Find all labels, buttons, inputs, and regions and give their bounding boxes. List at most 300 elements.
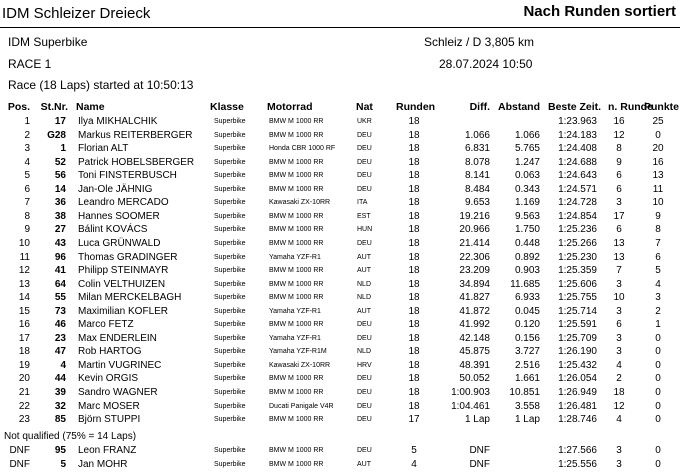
cell-laps: 18 <box>408 305 420 317</box>
cell-best-time: 1:25.432 <box>558 359 597 371</box>
cell-points: 11 <box>652 183 664 195</box>
cell-pos: 11 <box>19 251 30 263</box>
cell-points: 25 <box>652 116 664 127</box>
cell-gap: 6.933 <box>514 292 540 304</box>
race-date: 28.07.2024 10:50 <box>439 57 533 71</box>
cell-best-lap: 16 <box>613 116 625 127</box>
cell-best-lap: 6 <box>616 224 622 236</box>
col-best-time: Beste Zeit. <box>548 101 602 113</box>
cell-best-time: 1:25.556 <box>558 458 597 470</box>
table-row <box>0 359 680 373</box>
cell-gap: 0.343 <box>514 183 540 195</box>
cell-diff: 1:00.903 <box>451 387 490 398</box>
cell-diff: 1:04.461 <box>451 400 490 412</box>
cell-start-number: 52 <box>54 156 66 168</box>
cell-best-lap: 6 <box>616 170 622 182</box>
cell-rider-name: Martin VUGRINEC <box>78 359 162 371</box>
cell-bike: BMW M 1000 RR <box>269 267 324 275</box>
table-row <box>0 223 680 237</box>
cell-nation: UKR <box>357 118 372 125</box>
cell-start-number: 36 <box>54 197 66 209</box>
cell-rider-name: Patrick HOBELSBERGER <box>78 156 195 168</box>
cell-nation: DEU <box>357 131 372 139</box>
event-title: IDM Schleizer Dreieck <box>2 5 151 22</box>
cell-gap: 0.063 <box>514 170 540 182</box>
cell-best-lap: 3 <box>616 197 622 209</box>
cell-class: Superbike <box>214 212 246 220</box>
cell-best-lap: 4 <box>616 414 622 426</box>
cell-bike: Yamaha YZF-R1 <box>269 334 321 342</box>
cell-class: Superbike <box>214 321 246 329</box>
cell-rider-name: Luca GRÜNWALD <box>78 237 161 249</box>
cell-laps: 18 <box>408 332 420 344</box>
cell-bike: Honda CBR 1000 RF <box>269 145 336 153</box>
cell-bike: BMW M 1000 RR <box>269 321 324 329</box>
cell-best-time: 1:28.746 <box>558 414 597 426</box>
cell-gap: 0.903 <box>514 265 540 277</box>
cell-pos: 7 <box>24 197 30 209</box>
cell-start-number: 39 <box>54 387 66 398</box>
cell-laps: 18 <box>408 400 420 412</box>
cell-rider-name: Jan MOHR <box>78 458 128 470</box>
cell-points: 4 <box>655 278 661 290</box>
cell-best-lap: 7 <box>616 265 622 277</box>
cell-class: Superbike <box>214 361 246 369</box>
cell-laps: 18 <box>408 319 420 331</box>
cell-pos: 17 <box>18 332 30 344</box>
cell-rider-name: Milan MERCKELBAGH <box>78 292 182 304</box>
cell-best-lap: 18 <box>613 387 625 398</box>
cell-start-number: 46 <box>54 319 66 331</box>
cell-diff: 19.216 <box>459 210 490 222</box>
cell-best-lap: 17 <box>613 210 625 222</box>
cell-pos: 5 <box>24 170 30 182</box>
cell-diff: 22.306 <box>459 251 490 263</box>
cell-diff: 41.992 <box>459 319 490 331</box>
cell-laps: 18 <box>408 292 420 304</box>
cell-nation: AUT <box>357 253 371 261</box>
cell-rider-name: Björn STUPPI <box>78 414 141 426</box>
cell-pos: 2 <box>24 129 30 141</box>
cell-bike: BMW M 1000 RR <box>269 158 324 166</box>
cell-pos: 1 <box>24 116 30 127</box>
cell-start-number: 55 <box>54 292 66 304</box>
cell-best-lap: 3 <box>616 445 622 456</box>
cell-start-number: 1 <box>60 143 66 155</box>
cell-class: Superbike <box>214 199 246 207</box>
cell-points: 0 <box>655 400 661 412</box>
col-bike: Motorrad <box>267 101 313 113</box>
cell-laps: 18 <box>408 237 420 249</box>
not-qualified-label: Not qualified (75% = 14 Laps) <box>4 431 137 442</box>
cell-bike: BMW M 1000 RR <box>269 212 324 220</box>
cell-bike: Yamaha YZF-R1 <box>269 253 321 261</box>
cell-gap: 0.448 <box>514 237 540 249</box>
cell-rider-name: Thomas GRADINGER <box>78 251 178 263</box>
cell-points: 7 <box>655 237 661 249</box>
cell-best-lap: 3 <box>616 346 622 358</box>
cell-nation: DEU <box>357 321 372 329</box>
cell-laps: 18 <box>408 129 420 141</box>
col-pos: Pos. <box>7 101 30 113</box>
cell-best-time: 1:24.688 <box>558 156 597 168</box>
cell-best-time: 1:26.481 <box>558 400 597 412</box>
cell-nation: NLD <box>357 280 372 288</box>
cell-diff: 50.052 <box>459 373 490 385</box>
cell-best-lap: 3 <box>616 458 622 470</box>
cell-points: 16 <box>652 156 664 168</box>
header-divider <box>0 27 680 28</box>
cell-best-time: 1:25.359 <box>558 265 597 277</box>
cell-pos: 4 <box>24 156 30 168</box>
cell-rider-name: Maximilian KOFLER <box>78 305 169 317</box>
cell-pos: DNF <box>9 445 30 456</box>
cell-points: 0 <box>655 387 661 398</box>
cell-pos: DNF <box>9 458 30 470</box>
table-row <box>0 156 680 170</box>
cell-diff: 1.066 <box>464 129 490 141</box>
cell-start-number: 4 <box>60 359 66 371</box>
table-row <box>0 345 680 359</box>
cell-points: 10 <box>652 197 664 209</box>
cell-nation: DEU <box>357 172 372 180</box>
cell-class: Superbike <box>214 145 246 153</box>
cell-pos: 13 <box>18 278 30 290</box>
cell-points: 2 <box>655 305 661 317</box>
cell-best-time: 1:26.949 <box>558 387 597 398</box>
cell-start-number: 14 <box>54 183 66 195</box>
cell-nation: NLD <box>357 348 372 356</box>
cell-laps: 18 <box>408 210 420 222</box>
cell-best-lap: 2 <box>616 373 622 385</box>
cell-rider-name: Toni FINSTERBUSCH <box>78 170 177 182</box>
cell-pos: 6 <box>24 183 30 195</box>
cell-class: Superbike <box>214 307 246 315</box>
cell-gap: 2.516 <box>514 359 540 371</box>
cell-laps: 18 <box>408 373 420 385</box>
cell-pos: 23 <box>18 414 30 426</box>
cell-gap: 5.765 <box>514 143 540 155</box>
table-row <box>0 278 680 292</box>
table-row <box>0 386 680 400</box>
cell-gap: 1.750 <box>514 224 540 236</box>
cell-best-time: 1:25.606 <box>558 278 597 290</box>
cell-class: Superbike <box>214 389 246 396</box>
cell-diff: 42.148 <box>459 332 490 344</box>
cell-best-lap: 12 <box>613 400 625 412</box>
cell-laps: 4 <box>411 458 417 470</box>
cell-rider-name: Markus REITERBERGER <box>78 129 193 141</box>
cell-pos: 21 <box>18 387 30 398</box>
cell-start-number: 38 <box>54 210 66 222</box>
cell-best-lap: 6 <box>616 183 622 195</box>
cell-rider-name: Jan-Ole JÄHNIG <box>78 183 153 195</box>
cell-gap: 1.247 <box>514 156 540 168</box>
cell-rider-name: Kevin ORGIS <box>78 373 139 385</box>
cell-points: 0 <box>655 445 661 456</box>
col-class: Klasse <box>210 101 244 113</box>
cell-bike: Kawasaki ZX-10RR <box>269 199 331 207</box>
table-row <box>0 372 680 386</box>
cell-pos: 14 <box>18 292 30 304</box>
cell-gap: 3.727 <box>514 346 540 358</box>
col-start-number: St.Nr. <box>40 101 68 113</box>
cell-best-lap: 10 <box>613 292 625 304</box>
cell-points: 0 <box>655 129 661 141</box>
cell-best-time: 1:25.236 <box>558 224 597 236</box>
cell-pos: 18 <box>18 346 30 358</box>
table-row <box>0 196 680 210</box>
cell-laps: 18 <box>408 346 420 358</box>
cell-pos: 10 <box>18 237 30 249</box>
cell-nation: DEU <box>357 447 372 454</box>
cell-start-number: 47 <box>54 346 66 358</box>
table-row <box>0 183 680 197</box>
cell-best-lap: 13 <box>613 251 625 263</box>
sort-mode-label: Nach Runden sortiert <box>523 3 676 20</box>
cell-points: 9 <box>655 210 661 222</box>
cell-bike: BMW M 1000 RR <box>269 118 324 125</box>
table-row <box>0 400 680 414</box>
cell-nation: HUN <box>357 226 373 234</box>
cell-diff: 8.141 <box>464 170 490 182</box>
cell-class: Superbike <box>214 172 246 180</box>
cell-nation: DEU <box>357 375 372 383</box>
cell-start-number: G28 <box>47 129 66 141</box>
cell-nation: EST <box>357 212 371 220</box>
cell-start-number: 44 <box>54 373 66 385</box>
cell-diff: 20.966 <box>459 224 490 236</box>
cell-nation: DEU <box>357 239 372 247</box>
cell-diff: 48.391 <box>459 359 490 371</box>
cell-best-time: 1:25.755 <box>558 292 597 304</box>
results-table-header <box>0 100 680 114</box>
cell-class: Superbike <box>214 267 246 275</box>
cell-nation: AUT <box>357 307 371 315</box>
cell-bike: BMW M 1000 RR <box>269 226 324 234</box>
cell-laps: 18 <box>408 197 420 209</box>
table-row <box>0 210 680 224</box>
cell-best-time: 1:26.190 <box>558 346 597 358</box>
cell-pos: 15 <box>18 305 30 317</box>
table-row <box>0 332 680 346</box>
cell-start-number: 43 <box>54 237 66 249</box>
cell-laps: 18 <box>408 359 420 371</box>
col-gap: Abstand <box>498 101 540 113</box>
cell-pos: 22 <box>18 400 30 412</box>
cell-diff: 8.484 <box>464 183 490 195</box>
cell-points: 0 <box>655 359 661 371</box>
cell-gap: 1 Lap <box>514 414 540 426</box>
cell-rider-name: Marco FETZ <box>78 319 134 331</box>
cell-points: 3 <box>655 292 661 304</box>
cell-best-lap: 12 <box>613 129 625 141</box>
cell-best-lap: 9 <box>616 156 622 168</box>
cell-rider-name: Sandro WAGNER <box>78 387 158 398</box>
cell-pos: 16 <box>18 319 30 331</box>
cell-diff: 41.872 <box>459 305 490 317</box>
cell-points: 1 <box>655 319 661 331</box>
cell-laps: 18 <box>408 143 420 155</box>
cell-nation: AUT <box>357 460 371 468</box>
cell-laps: 18 <box>408 183 420 195</box>
cell-best-time: 1:24.571 <box>558 183 597 195</box>
cell-best-lap: 3 <box>616 278 622 290</box>
cell-bike: Yamaha YZF-R1 <box>269 307 321 315</box>
cell-diff: 23.209 <box>459 265 490 277</box>
cell-best-time: 1:24.183 <box>558 129 597 141</box>
cell-bike: BMW M 1000 RR <box>269 460 324 468</box>
cell-gap: 0.156 <box>514 332 540 344</box>
cell-gap: 0.892 <box>514 251 540 263</box>
cell-best-lap: 4 <box>616 359 622 371</box>
col-best-lap: n. Runde <box>608 101 653 113</box>
cell-nation: DEU <box>357 402 372 410</box>
cell-class: Superbike <box>214 239 246 247</box>
table-row <box>0 264 680 278</box>
cell-nation: DEU <box>357 145 372 153</box>
cell-gap: 1.169 <box>514 197 540 209</box>
cell-start-number: 73 <box>54 305 66 317</box>
cell-best-time: 1:23.963 <box>558 116 597 127</box>
col-laps: Runden <box>396 101 436 113</box>
cell-class: Superbike <box>214 280 246 288</box>
cell-bike: Yamaha YZF-R1M <box>269 348 327 356</box>
cell-diff: 9.653 <box>464 197 490 209</box>
cell-class: Superbike <box>214 118 246 125</box>
table-row <box>0 305 680 319</box>
table-row <box>0 318 680 332</box>
table-row <box>0 169 680 183</box>
report-header <box>0 0 680 28</box>
cell-pos: 20 <box>18 373 30 385</box>
cell-laps: 18 <box>408 265 420 277</box>
table-row <box>0 458 680 472</box>
cell-pos: 19 <box>18 359 30 371</box>
cell-gap: 3.558 <box>514 400 540 412</box>
cell-gap: 0.045 <box>514 305 540 317</box>
cell-best-lap: 13 <box>613 237 625 249</box>
cell-start-number: 95 <box>54 445 66 456</box>
cell-pos: 9 <box>24 224 30 236</box>
cell-best-time: 1:27.566 <box>558 445 597 456</box>
cell-rider-name: Leandro MERCADO <box>78 197 169 209</box>
cell-class: Superbike <box>214 402 246 410</box>
cell-laps: 5 <box>411 445 417 456</box>
race-start-info: Race (18 Laps) started at 10:50:13 <box>8 78 194 92</box>
cell-best-time: 1:25.714 <box>558 305 597 317</box>
cell-diff: 45.875 <box>459 346 490 358</box>
cell-class: Superbike <box>214 294 246 302</box>
cell-class: Superbike <box>214 460 246 468</box>
col-points: Punkte <box>644 101 680 113</box>
cell-best-lap: 3 <box>616 305 622 317</box>
cell-start-number: 85 <box>54 414 66 426</box>
cell-pos: 3 <box>24 143 30 155</box>
cell-bike: BMW M 1000 RR <box>269 375 324 383</box>
cell-best-time: 1:24.408 <box>558 143 597 155</box>
cell-gap: 1.661 <box>514 373 540 385</box>
cell-points: 0 <box>655 332 661 344</box>
cell-start-number: 56 <box>54 170 66 182</box>
cell-start-number: 32 <box>54 400 66 412</box>
cell-rider-name: Florian ALT <box>78 143 129 155</box>
cell-points: 0 <box>655 346 661 358</box>
cell-bike: Ducati Panigale V4R <box>269 402 334 410</box>
cell-best-time: 1:24.728 <box>558 197 597 209</box>
cell-class: Superbike <box>214 226 246 234</box>
cell-rider-name: Leon FRANZ <box>78 445 137 456</box>
cell-best-time: 1:25.266 <box>558 237 597 249</box>
cell-bike: BMW M 1000 RR <box>269 185 324 193</box>
cell-diff: 21.414 <box>459 237 490 249</box>
race-name: RACE 1 <box>8 57 52 71</box>
table-row <box>0 444 680 458</box>
cell-class: Superbike <box>214 334 246 342</box>
cell-best-time: 1:26.054 <box>558 373 597 385</box>
cell-start-number: 27 <box>54 224 66 236</box>
cell-best-lap: 8 <box>616 143 622 155</box>
cell-class: Superbike <box>214 253 246 261</box>
cell-pos: 8 <box>24 210 30 222</box>
cell-bike: BMW M 1000 RR <box>269 294 324 302</box>
cell-nation: DEU <box>357 158 372 166</box>
cell-laps: 18 <box>408 387 420 398</box>
table-row <box>0 413 680 427</box>
cell-best-lap: 3 <box>616 332 622 344</box>
cell-diff: DNF <box>469 458 490 470</box>
cell-laps: 18 <box>408 156 420 168</box>
cell-best-time: 1:24.643 <box>558 170 597 182</box>
cell-points: 0 <box>655 458 661 470</box>
cell-class: Superbike <box>214 158 246 166</box>
cell-diff: DNF <box>469 445 490 456</box>
table-row <box>0 237 680 251</box>
cell-points: 8 <box>655 224 661 236</box>
cell-nation: NLD <box>357 294 372 302</box>
cell-bike: BMW M 1000 RR <box>269 416 324 424</box>
cell-rider-name: Rob HARTOG <box>78 346 142 358</box>
cell-laps: 18 <box>408 224 420 236</box>
cell-bike: BMW M 1000 RR <box>269 131 324 139</box>
cell-nation: AUT <box>357 267 371 275</box>
cell-class: Superbike <box>214 447 246 454</box>
cell-start-number: 96 <box>54 251 66 263</box>
cell-bike: BMW M 1000 RR <box>269 389 324 396</box>
cell-bike: BMW M 1000 RR <box>269 447 324 454</box>
col-nation: Nat <box>356 101 373 113</box>
table-row <box>0 291 680 305</box>
cell-rider-name: Marc MOSER <box>78 400 140 412</box>
cell-pos: 12 <box>18 265 30 277</box>
cell-nation: DEU <box>357 185 372 193</box>
table-row <box>0 251 680 265</box>
cell-bike: BMW M 1000 RR <box>269 172 324 180</box>
col-diff: Diff. <box>469 101 490 113</box>
cell-diff: 34.894 <box>459 278 490 290</box>
table-row <box>0 129 680 143</box>
track-location: Schleiz / D 3,805 km <box>424 35 535 49</box>
cell-points: 20 <box>652 143 664 155</box>
cell-rider-name: Colin VELTHUIZEN <box>78 278 166 290</box>
cell-bike: BMW M 1000 RR <box>269 280 324 288</box>
cell-gap: 10.851 <box>509 387 540 398</box>
cell-laps: 18 <box>408 278 420 290</box>
cell-laps: 18 <box>408 116 420 127</box>
cell-laps: 18 <box>408 170 420 182</box>
cell-start-number: 64 <box>54 278 66 290</box>
cell-class: Superbike <box>214 185 246 193</box>
